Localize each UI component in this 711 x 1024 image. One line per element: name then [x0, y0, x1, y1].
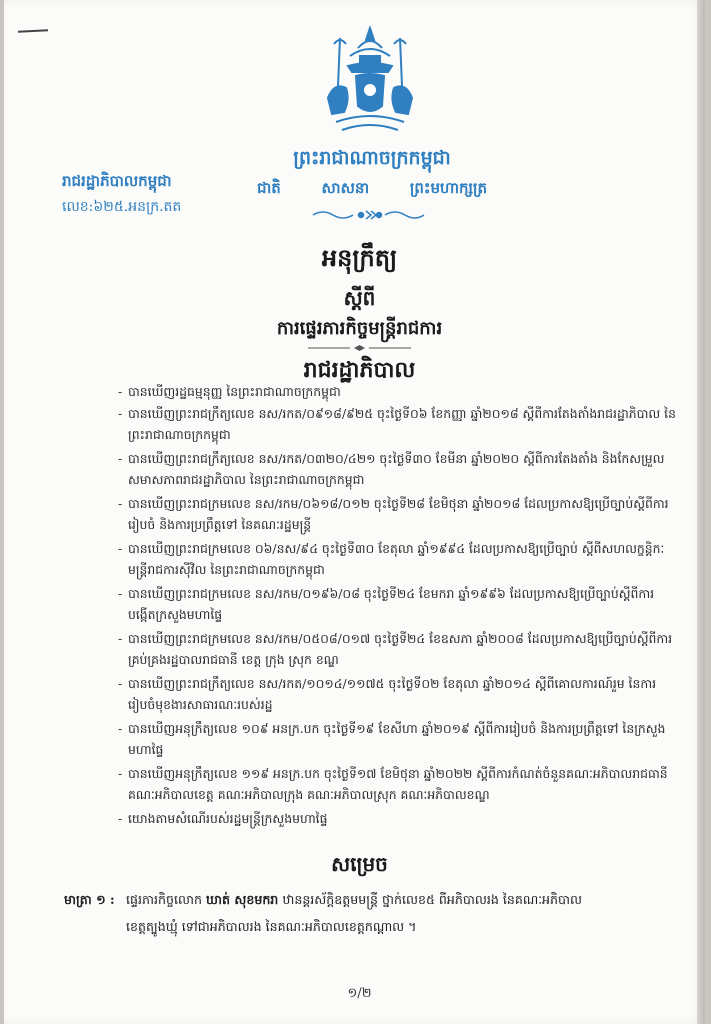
decision-heading: សម្រេច [331, 852, 388, 876]
recital-item: - បានឃើញព្រះរាជក្រឹត្យលេខ នស/រកត/០៩១៨/៩២៥ ចុះថ្ងៃទី០៦ ខែកញ្ញា ឆ្នាំ២០១៨ ស្តីពីការតែងតាំងរាជរដ្ឋាភិបាល នៃព្រះរាជាណាចក្រកម្ពុជា [120, 403, 680, 446]
recital-item: - យោងតាមសំណើរបស់រដ្ឋមន្ត្រីក្រសួងមហាផ្ទៃ [120, 808, 680, 830]
authority-heading: រាជរដ្ឋាភិបាល [303, 357, 416, 383]
scan-mark [18, 29, 48, 33]
document-subject: ការផ្ទេរភារកិច្ចមន្ត្រីរាជការ [276, 318, 443, 339]
kingdom-title: ព្រះរាជាណាចក្រកម្ពុជា [293, 147, 451, 169]
issuer-name: រាជរដ្ឋាភិបាលកម្ពុជា [62, 172, 172, 190]
article-text-pre: ផ្ទេរភារកិច្ចលោក [126, 892, 202, 907]
recital-item: - បានឃើញព្រះរាជក្រមលេខ នស/រកម/០១៩៦/០៨ ចុះថ្ងៃទី២៤ ខែមករា ឆ្នាំ១៩៩៦ ដែលប្រកាសឱ្យប្រើច្បាប់ស្តីពីការបង្កើតក្រសួងមហាផ្ទៃ [120, 583, 680, 626]
recital-item: - បានឃើញព្រះរាជក្រឹត្យលេខ នស/រកត/១០១៤/១១៧៥ ចុះថ្ងៃទី០២ ខែតុលា ឆ្នាំ២០១៤ ស្តីពីគោលការណ៍រួម នៃការរៀបចំមុខងារសាធារណៈរបស់រដ្ឋ [120, 673, 680, 716]
recital-item: - បានឃើញរដ្ឋធម្មនុញ្ញ នៃព្រះរាជាណាចក្រកម្ពុជា [120, 381, 680, 403]
page-number: ១/២ [347, 986, 372, 1001]
motto-king: ព្រះមហាក្សត្រ [409, 179, 487, 197]
recital-item: - បានឃើញអនុក្រឹត្យលេខ ១០៩ អនក្រ.បក ចុះថ្ងៃទី១៩ ខែសីហា ឆ្នាំ២០១៩ ស្តីពីការរៀបចំ និងការប្រព្រឹត្តទៅ នៃក្រសួងមហាផ្ទៃ [120, 718, 680, 761]
recital-item: - បានឃើញព្រះរាជក្រមលេខ ០៦/នស/៩៤ ចុះថ្ងៃទី៣០ ខែតុលា ឆ្នាំ១៩៩៤ ដែលប្រកាសឱ្យប្រើច្បាប់ ស្តីពីសហលក្ខន្តិកៈមន្ត្រីរាជការស៊ីវិល នៃព្រះរាជាណាចក្រកម្ពុជា [120, 538, 680, 581]
official-name: ឃាត់ សុខមករា [205, 892, 279, 907]
small-divider-icon [306, 344, 413, 352]
article-1 [64, 886, 674, 940]
ornament-divider-icon [311, 208, 426, 222]
recital-item: - បានឃើញព្រះរាជក្រមលេខ នស/រកម/០៥០៨/០១៧ ចុះថ្ងៃទី២៤ ខែឧសភា ឆ្នាំ២០០៨ ដែលប្រកាសឱ្យប្រើច្បាប់ស្តីពីការគ្រប់គ្រងរដ្ឋបាលរាជធានី ខេត្ត ក្រុង ស្រុក ខណ្ឌ [120, 628, 680, 671]
article-text-post: ឋានន្តរស័ក្តិឧត្តមមន្ត្រី ថ្នាក់លេខ៥ ពីអភិបាលរង នៃគណៈអភិបាល [282, 892, 583, 907]
recital-item: - បានឃើញព្រះរាជក្រមលេខ នស/រកម/០៦១៨/០១២ ចុះថ្ងៃទី២៨ ខែមិថុនា ឆ្នាំ២០១៨ ដែលប្រកាសឱ្យប្រើច្បាប់ស្តីពីការរៀបចំ និងការប្រព្រឹត្តទៅ នៃគណៈរដ្ឋមន្ត្រី [120, 493, 680, 536]
article-label: មាត្រា ១ : [64, 892, 115, 907]
document-page [4, 0, 705, 1024]
document-type: អនុក្រឹត្យ [321, 243, 398, 272]
document-number: លេខ:៦២៥.អនក្រ.តត [62, 199, 182, 215]
national-motto [257, 179, 487, 201]
recital-item: - បានឃើញអនុក្រឹត្យលេខ ១១៩ អនក្រ.បក ចុះថ្ងៃទី១៧ ខែមិថុនា ឆ្នាំ២០២២ ស្តីពីការកំណត់ចំនួនគណៈអភិបាលរាជធានី គណៈអភិបាលខេត្ត គណៈអភិបាលក្រុង គណៈអភិបាលស្រុក គណៈអភិបាលខណ្ឌ [120, 763, 680, 806]
motto-nation: ជាតិ [257, 179, 281, 197]
article-text-line2: ខេត្តត្បូងឃ្មុំ ទៅជាអភិបាលរង នៃគណៈអភិបាលខេត្តកណ្តាល ។ [126, 919, 417, 934]
motto-religion: សាសនា [321, 179, 370, 197]
royal-coat-of-arms-icon [320, 26, 420, 138]
document-about: ស្តីពី [343, 286, 376, 310]
recitals-list [120, 381, 680, 829]
recital-item: - បានឃើញព្រះរាជក្រឹត្យលេខ នស/រកត/០៣២០/៤២១ ចុះថ្ងៃទី៣០ ខែមីនា ឆ្នាំ២០២០ ស្តីពីការតែងតាំង និងកែសម្រួលសមាសភាពរាជរដ្ឋាភិបាល នៃព្រះរាជាណាចក្រកម្ពុជា [120, 448, 680, 491]
